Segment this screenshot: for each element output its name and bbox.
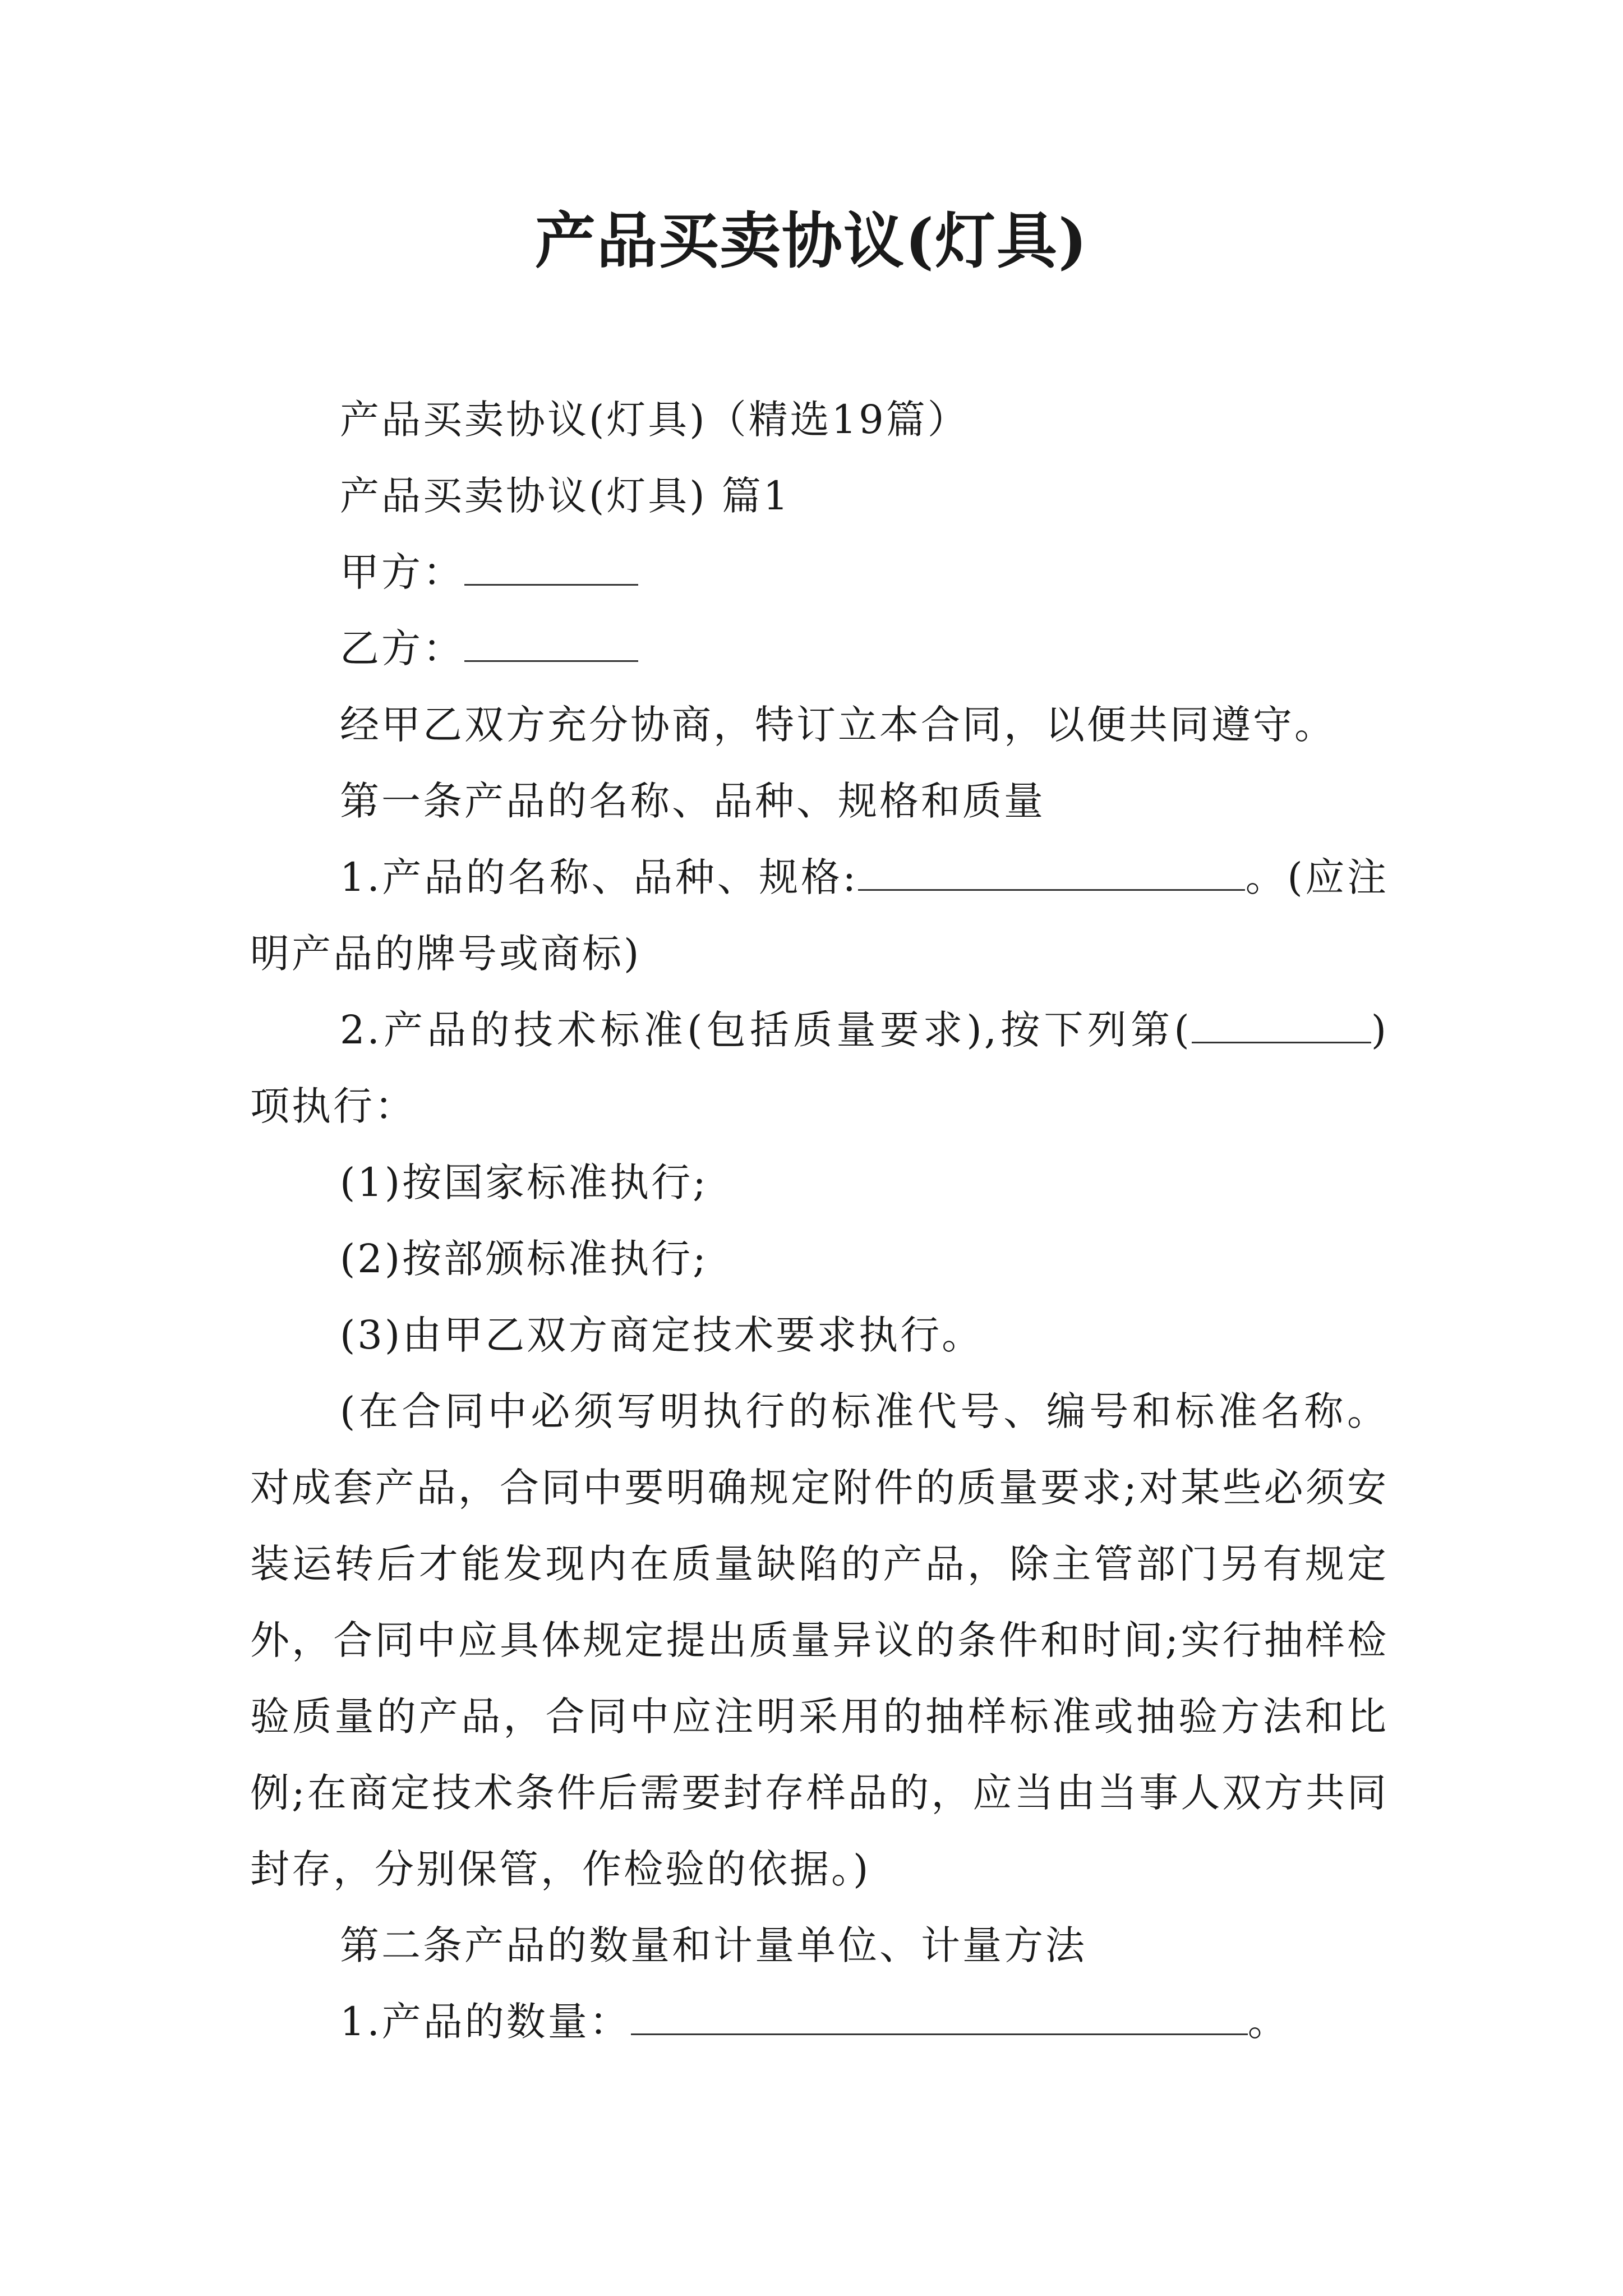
- article-2-heading: 第二条产品的数量和计量单位、计量方法: [340, 1922, 1087, 1968]
- party-a-blank: [464, 550, 638, 586]
- party-b-label: 乙方：: [340, 625, 464, 671]
- party-a-line: [250, 534, 1389, 610]
- subtitle: 产品买卖协议(灯具)（精选19篇）: [340, 397, 969, 443]
- item-2-blank: [1192, 1008, 1371, 1043]
- quantity-blank: [631, 2000, 1248, 2035]
- quantity-suffix: 。: [1247, 1999, 1289, 2045]
- option-3: (3)由甲乙双方商定技术要求执行。: [340, 1312, 984, 1358]
- document-body: [250, 381, 1389, 2060]
- item-1-prefix: 1.产品的名称、品种、规格:: [340, 854, 859, 900]
- party-a-label: 甲方：: [340, 549, 464, 595]
- party-b-blank: [464, 627, 638, 662]
- section-heading: 产品买卖协议(灯具) 篇1: [340, 473, 791, 519]
- item-1-suffix: 。(应注明产品的牌号或商标): [250, 854, 1389, 977]
- option-1: (1)按国家标准执行;: [340, 1159, 708, 1205]
- item-2-prefix: 2.产品的技术标准(包括质量要求),按下列第(: [340, 1007, 1192, 1053]
- intro-paragraph: 经甲乙双方充分协商，特订立本合同，以便共同遵守。: [340, 702, 1336, 748]
- document-title: 产品买卖协议(灯具): [534, 206, 1089, 277]
- item-2-paragraph: [250, 992, 1389, 1144]
- item-1-blank: [858, 855, 1245, 891]
- item-2-suffix: )项执行：: [250, 1007, 1389, 1129]
- note-paragraph: (在合同中必须写明执行的标准代号、编号和标准名称。对成套产品，合同中要明确规定附件的质量要求;对某些必须安装运转后才能发现内在质量缺陷的产品，除主管部门另有规定外，合同中应具体规定提出质量异议的条件和时间;实行抽样检验质量的产品，合同中应注明采用的抽样标准或抽验方法和比例;在商定技术条件后需要封存样品的，应当由当事人双方共同封存，分别保管，作检验的依据。): [250, 1388, 1389, 1892]
- option-2: (2)按部颁标准执行;: [340, 1236, 708, 1282]
- party-b-line: [250, 610, 1389, 687]
- item-1-paragraph: [250, 839, 1389, 992]
- quantity-paragraph: [250, 1984, 1389, 2060]
- article-1-heading: 第一条产品的名称、品种、规格和质量: [340, 778, 1045, 824]
- quantity-prefix: 1.产品的数量：: [340, 1999, 631, 2045]
